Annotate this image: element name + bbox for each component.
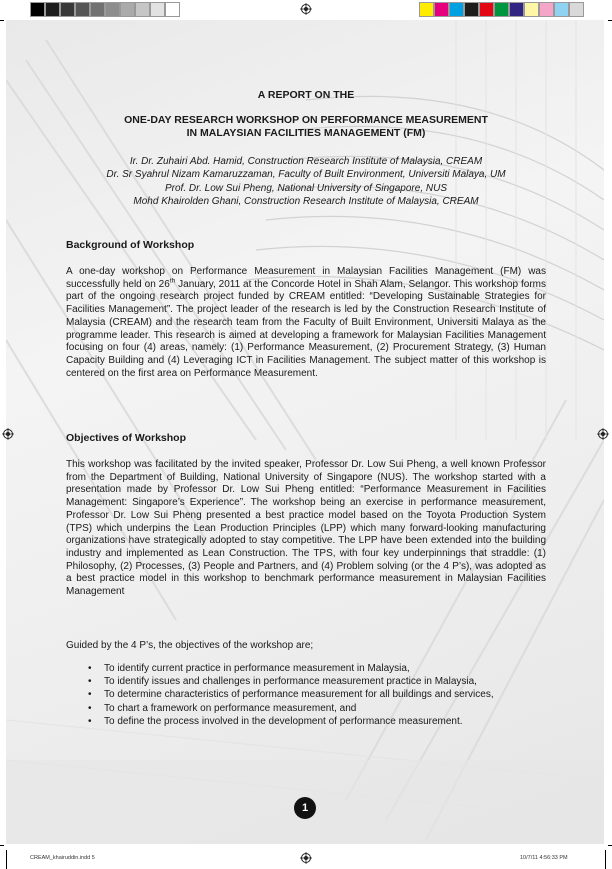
slug-timestamp: 10/7/11 4:56:33 PM (520, 855, 568, 861)
color-swatch (509, 2, 524, 17)
list-item-text: To identify current practice in performance measurement in Malaysia, (104, 663, 410, 674)
crop-mark (0, 845, 4, 846)
cmyk-color-bar (419, 2, 584, 17)
list-item (66, 689, 546, 702)
bullet-icon: • (88, 663, 92, 674)
author-line: Prof. Dr. Low Sui Pheng, National University of Singapore, NUS (165, 182, 447, 194)
color-swatch (434, 2, 449, 17)
color-swatch (419, 2, 434, 17)
list-item (66, 703, 546, 716)
color-swatch (45, 2, 60, 17)
color-swatch (494, 2, 509, 17)
registration-mark-icon (300, 852, 312, 864)
gray-color-bar (30, 2, 180, 17)
list-item-text: To determine characteristics of performance measurement for all buildings and services, (104, 689, 494, 701)
slug-file-info: CREAM_khairuddin.indd 5 (30, 855, 95, 861)
bullet-icon: • (88, 689, 92, 701)
color-swatch (105, 2, 120, 17)
background-text: A one-day workshop on Performance Measurement in Malaysian Facilities Management (FM) was successfully held on 26 (66, 266, 546, 290)
ordinal-suffix: th (169, 277, 176, 285)
bullet-icon: • (88, 715, 92, 727)
list-item (66, 676, 546, 689)
list-item-text: To chart a framework on performance measurement, and (104, 702, 357, 714)
color-swatch (30, 2, 45, 17)
registration-mark-icon (597, 428, 609, 440)
color-swatch (60, 2, 75, 17)
color-swatch (524, 2, 539, 17)
objectives-heading: Objectives of Workshop (66, 432, 186, 444)
color-swatch (554, 2, 569, 17)
color-swatch (75, 2, 90, 17)
crop-mark (605, 850, 606, 869)
color-swatch (449, 2, 464, 17)
background-text: January, 2011 at the Concorde Hotel in Shah Alam, Selangor. This workshop forms part of the ongoing research project funded by CREAM entitled: “Developing Sustainable Strategies for Facilities Management”. The project leader of the research is led by the Construction Research Institute of Malaysia (CREAM) and the research team from the Faculty of Built Environment, Universiti Malaya as the programme leader. This research is aimed at developing a framework for Malaysian Facilities Management focusing on four (4) areas, namely: (1) Performance Measurement, (2) Procurement Strategy, (3) Human Capacity Building and (4) Leveraging ICT in Facilities Management. The subject matter of this workshop is centered on the first area on Performance Measurement. (66, 278, 546, 379)
author-line: Dr. Sr Syahrul Nizam Kamaruzzaman, Faculty of Built Environment, Universiti Malaya, UM (106, 169, 506, 181)
author-line: Ir. Dr. Zuhairi Abd. Hamid, Construction Research Institute of Malaysia, CREAM (129, 156, 483, 167)
background-heading: Background of Workshop (66, 239, 195, 251)
color-swatch (120, 2, 135, 17)
list-item-text: To identify issues and challenges in performance measurement practice in Malaysia, (104, 676, 477, 688)
crop-mark (608, 20, 612, 21)
registration-mark-icon (300, 3, 312, 15)
color-swatch (90, 2, 105, 17)
color-swatch (479, 2, 494, 17)
author-list (66, 155, 546, 209)
crop-mark (6, 850, 7, 869)
background-paragraph (66, 266, 546, 380)
bullet-icon: • (88, 676, 92, 688)
list-item-text: To define the process involved in the development of performance measurement. (104, 715, 463, 727)
crop-mark (0, 20, 4, 21)
color-swatch (150, 2, 165, 17)
page-number: 1 (294, 797, 316, 819)
list-item (66, 663, 546, 676)
author-line: Mohd Khairolden Ghani, Construction Research Institute of Malaysia, CREAM (133, 196, 479, 208)
color-swatch (539, 2, 554, 17)
crop-mark (608, 845, 612, 846)
color-swatch (135, 2, 150, 17)
list-item (66, 716, 546, 729)
objectives-intro: Guided by the 4 P’s, the objectives of the workshop are; (66, 640, 314, 651)
color-swatch (464, 2, 479, 17)
color-swatch (569, 2, 584, 17)
report-title-line3: IN MALAYSIAN FACILITIES MANAGEMENT (FM) (186, 127, 426, 139)
report-title-line1: A REPORT ON THE (257, 89, 355, 101)
report-title-line2: ONE-DAY RESEARCH WORKSHOP ON PERFORMANCE MEASUREMENT (124, 114, 488, 126)
bullet-icon: • (88, 702, 92, 714)
objectives-list (66, 663, 546, 729)
color-swatch (165, 2, 180, 17)
objectives-paragraph: This workshop was facilitated by the invited speaker, Professor Dr. Low Sui Pheng, a well known Professor from the Department of Building, National University of Singapore (NUS). The workshop started with a presentation made by Professor Dr. Low Sui Pheng entitled: “Performance Measurement in Facilities Management: Singapore’s Experience”. The workshop being an exercise in performance measurement, Professor Dr. Low Sui Pheng presented a best practice model based on the Toyota Production System (TPS) which underpins the Lean Production Principles (LPP) which many forward-looking manufacturing organizations have strategically adopted to stay competitive. The LPP have been extended into the building industry and implemented as Lean Construction. The TPS, with four key underpinnings that straddle: (1) Philosophy, (2) Processes, (3) People and Partners, and (4) Problem solving (or the 4 P’s), was adopted as a best practice model in this workshop to benchmark performance measurement in Malaysian Facilities Management (66, 459, 546, 598)
registration-mark-icon (2, 428, 14, 440)
report-title (66, 114, 546, 140)
